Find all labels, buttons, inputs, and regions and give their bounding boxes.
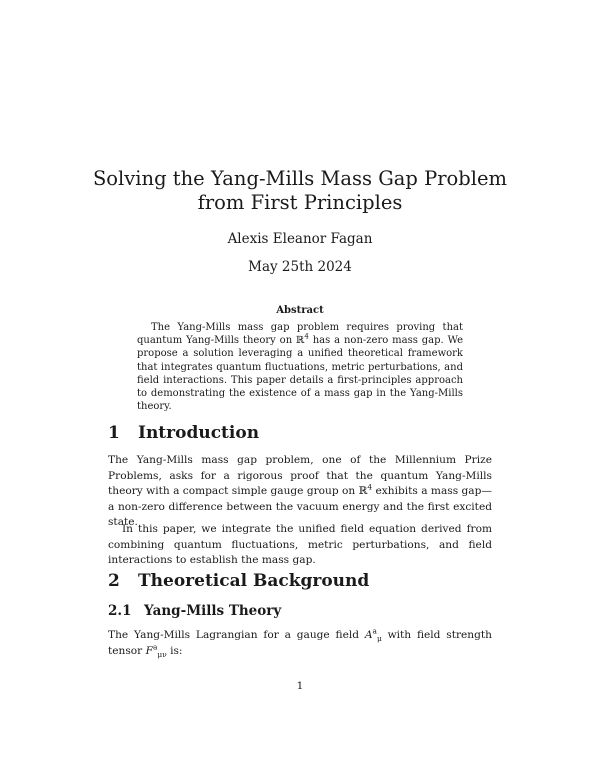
- intro-text-start: The Yang-Mills mass gap problem, one of the Millennium Prize Problems, asks for a rigorous proof that the quantum Yang-Mills theory with a compact simple gauge group on: [108, 454, 492, 497]
- tensor-superscript: a: [152, 641, 158, 651]
- introduction-paragraph-2: In this paper, we integrate the unified field equation derived from combining quantum fluctuations, metric perturbations, and field interactions to establish the mass gap.: [108, 523, 492, 566]
- lagrangian-text-start: The Yang-Mills Lagrangian for a gauge field: [108, 629, 365, 641]
- author-name: Alexis Eleanor Fagan: [227, 231, 373, 247]
- section-heading-theoretical-background: [108, 570, 369, 592]
- gauge-field-superscript: a: [372, 626, 377, 636]
- publication-date: May 25th 2024: [248, 259, 352, 275]
- abstract-text-end: has a non-zero mass gap. We propose a solution leveraging a unified theoretical framework that integrates quantum fluctuations, metric perturbations, and field interactions. This paper details a first-principles approach to demonstrating the existence of a mass gap in the Yang-Mills theory.: [137, 335, 463, 413]
- tensor-symbol: F: [145, 644, 153, 657]
- section-title: Introduction: [138, 423, 260, 443]
- subsection-title: Yang-Mills Theory: [144, 603, 282, 619]
- abstract-body: [137, 321, 463, 413]
- r4-exponent: 4: [304, 332, 309, 341]
- abstract-heading: Abstract: [276, 305, 324, 316]
- section-number: 1: [108, 423, 120, 443]
- r4-exponent: 4: [367, 482, 373, 492]
- paper-title-line-2: from First Principles: [197, 191, 403, 214]
- subsection-number: 2.1: [108, 603, 132, 619]
- introduction-paragraph-1: [108, 453, 492, 531]
- paper-title-line-1: Solving the Yang-Mills Mass Gap Problem: [92, 167, 508, 190]
- page-number: 1: [296, 680, 304, 692]
- abstract-text-start: The Yang-Mills mass gap problem requires proving that quantum Yang-Mills theory on: [137, 322, 463, 347]
- gauge-field-symbol: A: [364, 629, 373, 641]
- intro-text-end: exhibits a mass gap—a non-zero difference between the vacuum energy and the first excited state.: [108, 485, 492, 528]
- lagrangian-text-middle: with field strength tensor: [108, 629, 492, 657]
- r4-symbol: ℝ: [358, 485, 368, 497]
- section-number: 2: [108, 571, 120, 591]
- section-title: Theoretical Background: [138, 571, 370, 591]
- section-heading-introduction: [108, 422, 259, 444]
- subsection-heading-yang-mills-theory: [108, 602, 281, 620]
- r4-symbol: ℝ: [296, 335, 305, 347]
- tensor-subscript: μν: [157, 649, 167, 659]
- lagrangian-text-end: is:: [166, 644, 183, 657]
- gauge-field-subscript: μ: [376, 634, 382, 644]
- yang-mills-paragraph: [108, 628, 492, 659]
